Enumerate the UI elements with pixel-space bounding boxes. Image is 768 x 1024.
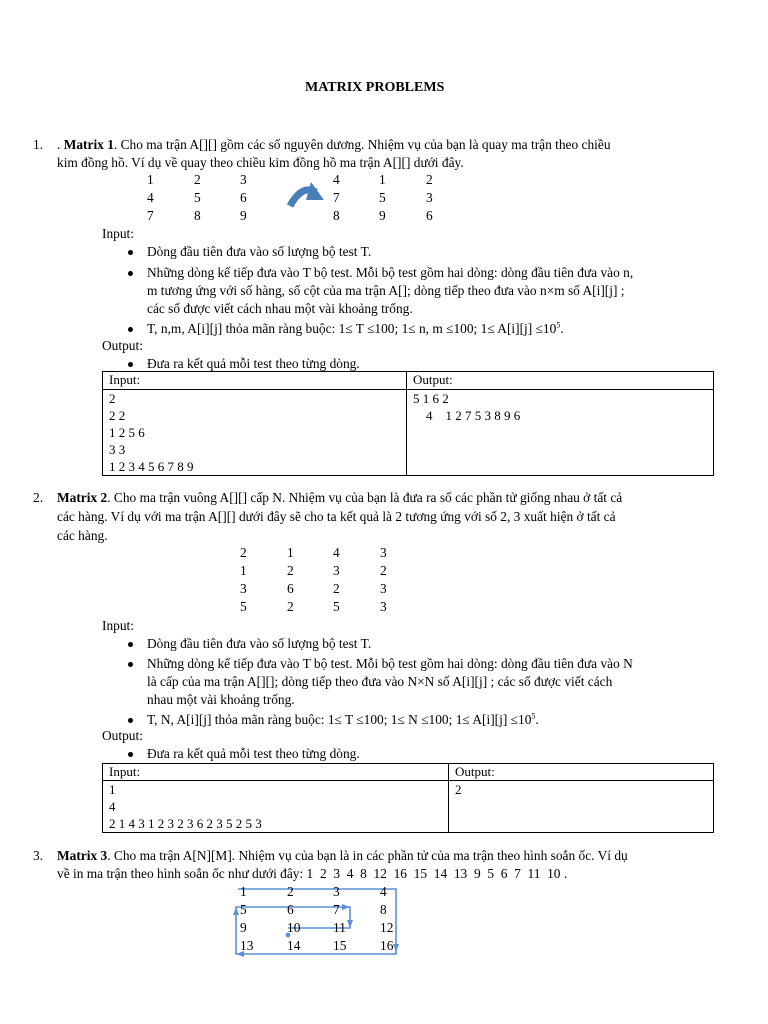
p2-table-input-head: Input: bbox=[103, 764, 449, 781]
p1-bullet-3-sup: 5 bbox=[556, 320, 561, 330]
matrix-cell: 1 bbox=[240, 563, 247, 578]
p1-bullet-1: Dòng đầu tiên đưa vào số lượng bộ test T. bbox=[147, 244, 372, 259]
p2-bullet-2b: là cấp của ma trận A[][]; dòng tiếp theo đưa vào N×N số A[i][j] ; các số được viết cách bbox=[147, 674, 613, 689]
p2-table-input bbox=[103, 781, 449, 833]
p2-line3: các hàng. bbox=[57, 528, 108, 543]
p2-line2: các hàng. Ví dụ với ma trận A[][] dưới đây sẽ cho ta kết quả là 2 tương ứng với số 2, 3 xuất hiện ở tất cả bbox=[57, 509, 616, 524]
matrix-cell: 8 bbox=[380, 902, 387, 917]
p2-bullet-1: Dòng đầu tiên đưa vào số lượng bộ test T. bbox=[147, 636, 372, 651]
p2-bullet-3-end: . bbox=[535, 712, 539, 727]
p2-bullet-4: Đưa ra kết quả mỗi test theo từng dòng. bbox=[147, 746, 360, 761]
matrix-cell: 4 bbox=[147, 190, 154, 205]
matrix-cell: 14 bbox=[287, 938, 301, 953]
matrix-cell: 8 bbox=[194, 208, 201, 223]
rotate-arrow-icon bbox=[286, 178, 326, 212]
matrix-cell: 5 bbox=[240, 902, 247, 917]
p3-line1 bbox=[57, 848, 628, 864]
matrix-cell: 13 bbox=[240, 938, 254, 953]
p1-bullet-2b: m tương ứng với số hàng, số cột của ma trận A[]; dòng tiếp theo đưa vào n×m số A[i][j] ; bbox=[147, 283, 625, 298]
p2-table-output bbox=[449, 781, 714, 833]
p1-table-output bbox=[407, 390, 714, 476]
p1-bullet-3 bbox=[147, 321, 564, 337]
matrix-cell: 2 bbox=[287, 599, 294, 614]
matrix-cell: 2 bbox=[194, 172, 201, 187]
bullet-dot bbox=[128, 362, 133, 367]
matrix-cell: 4 bbox=[380, 884, 387, 899]
p1-name: Matrix 1 bbox=[63, 137, 114, 152]
p3-number: 3. bbox=[33, 848, 44, 863]
p1-input-label: Input: bbox=[102, 226, 134, 241]
matrix-cell: 1 bbox=[287, 545, 294, 560]
p1-bullet-3-text: T, n,m, A[i][j] thỏa mãn ràng buộc: 1≤ T ≤100; 1≤ n, m ≤100; 1≤ A[i][j] ≤10 bbox=[147, 321, 557, 336]
matrix-cell: 6 bbox=[287, 581, 294, 596]
matrix-cell: 3 bbox=[380, 599, 387, 614]
matrix-cell: 10 bbox=[287, 920, 301, 935]
p2-table-output-head: Output: bbox=[449, 764, 714, 781]
matrix-cell: 2 bbox=[333, 581, 340, 596]
p2-bullet-3-text: T, N, A[i][j] thỏa mãn ràng buộc: 1≤ T ≤100; 1≤ N ≤100; 1≤ A[i][j] ≤10 bbox=[147, 712, 532, 727]
p1-table-input-head: Input: bbox=[103, 372, 407, 390]
matrix-cell: 7 bbox=[147, 208, 154, 223]
matrix-cell: 9 bbox=[240, 920, 247, 935]
matrix-cell: 9 bbox=[240, 208, 247, 223]
p2-output-label: Output: bbox=[102, 728, 143, 743]
matrix-cell: 7 bbox=[333, 902, 340, 917]
p2-line1 bbox=[57, 490, 622, 506]
matrix-cell: 11 bbox=[333, 920, 346, 935]
matrix-cell: 3 bbox=[240, 581, 247, 596]
matrix-cell: 3 bbox=[333, 563, 340, 578]
table-line: 4 1 2 7 5 3 8 9 6 bbox=[413, 408, 521, 423]
p1-table-output-head: Output: bbox=[407, 372, 714, 390]
matrix-cell: 5 bbox=[194, 190, 201, 205]
p2-input-label: Input: bbox=[102, 618, 134, 633]
table-line: 1 bbox=[109, 782, 116, 797]
table-line: 4 bbox=[109, 799, 116, 814]
p2-bullet-2a: Những dòng kế tiếp đưa vào T bộ test. Mỗi bộ test gồm hai dòng: dòng đầu tiên đưa vào N bbox=[147, 656, 633, 671]
matrix-cell: 2 bbox=[426, 172, 433, 187]
matrix-cell: 5 bbox=[240, 599, 247, 614]
table-line: 3 3 bbox=[109, 442, 126, 457]
matrix-cell: 8 bbox=[333, 208, 340, 223]
bullet-dot bbox=[128, 718, 133, 723]
bullet-dot bbox=[128, 271, 133, 276]
p1-line1-rest: . Cho ma trận A[][] gồm các số nguyên dương. Nhiệm vụ của bạn là quay ma trận theo chiều bbox=[113, 137, 611, 152]
matrix-cell: 1 bbox=[379, 172, 386, 187]
p1-bullet-2a: Những dòng kế tiếp đưa vào T bộ test. Mỗi bộ test gồm hai dòng: dòng đầu tiên đưa vào n, bbox=[147, 265, 634, 280]
matrix-cell: 3 bbox=[240, 172, 247, 187]
p2-name: Matrix 2 bbox=[57, 490, 108, 505]
table-line: 5 1 6 2 bbox=[413, 391, 449, 406]
matrix-cell: 6 bbox=[287, 902, 294, 917]
bullet-dot bbox=[128, 250, 133, 255]
matrix-cell: 2 bbox=[380, 563, 387, 578]
table-line: 1 2 5 6 bbox=[109, 425, 145, 440]
p1-output-label: Output: bbox=[102, 338, 143, 353]
matrix-cell: 5 bbox=[379, 190, 386, 205]
matrix-cell: 2 bbox=[240, 545, 247, 560]
matrix-cell: 6 bbox=[240, 190, 247, 205]
page-title: MATRIX PROBLEMS bbox=[305, 80, 445, 95]
matrix-cell: 1 bbox=[147, 172, 154, 187]
p2-number: 2. bbox=[33, 490, 44, 505]
p1-number: 1. bbox=[33, 137, 44, 152]
table-line: 1 2 3 4 5 6 7 8 9 bbox=[109, 459, 194, 474]
p2-io-table bbox=[102, 763, 714, 833]
matrix-cell: 12 bbox=[380, 920, 394, 935]
p1-bullet-4: Đưa ra kết quả mỗi test theo từng dòng. bbox=[147, 356, 360, 371]
bullet-dot bbox=[128, 642, 133, 647]
p2-bullet-3 bbox=[147, 712, 539, 728]
matrix-cell: 6 bbox=[426, 208, 433, 223]
p1-prefix: . bbox=[57, 137, 64, 152]
matrix-cell: 7 bbox=[333, 190, 340, 205]
p1-bullet-2c: các số được viết cách nhau một vài khoảng trống. bbox=[147, 301, 413, 316]
matrix-cell: 3 bbox=[380, 581, 387, 596]
matrix-cell: 2 bbox=[287, 563, 294, 578]
bullet-dot bbox=[128, 752, 133, 757]
p1-bullet-3-end: . bbox=[560, 321, 564, 336]
matrix-cell: 2 bbox=[287, 884, 294, 899]
p3-line1-rest: . Cho ma trận A[N][M]. Nhiệm vụ của bạn là in các phần tử của ma trận theo hình soắn ốc. Ví dụ bbox=[107, 848, 628, 863]
matrix-cell: 3 bbox=[380, 545, 387, 560]
table-line: 2 bbox=[109, 391, 116, 406]
p3-line2: về in ma trận theo hình soắn ốc như dưới đây: 1 2 3 4 8 12 16 15 14 13 9 5 6 7 11 10 . bbox=[57, 866, 568, 881]
bullet-dot bbox=[128, 662, 133, 667]
matrix-cell: 15 bbox=[333, 938, 347, 953]
table-line: 2 1 4 3 1 2 3 2 3 6 2 3 5 2 5 3 bbox=[109, 816, 262, 831]
table-line: 2 bbox=[455, 782, 462, 797]
p1-line2: kim đồng hồ. Ví dụ về quay theo chiều kim đồng hồ ma trận A[][] dưới đây. bbox=[57, 155, 464, 170]
bullet-dot bbox=[128, 327, 133, 332]
p1-table-input bbox=[103, 390, 407, 476]
matrix-cell: 9 bbox=[379, 208, 386, 223]
matrix-cell: 1 bbox=[240, 884, 247, 899]
p1-line1 bbox=[57, 137, 611, 153]
p2-bullet-2c: nhau một vài khoảng trống. bbox=[147, 692, 295, 707]
table-line: 2 2 bbox=[109, 408, 126, 423]
matrix-cell: 3 bbox=[333, 884, 340, 899]
p2-bullet-3-sup: 5 bbox=[531, 711, 536, 721]
matrix-cell: 3 bbox=[426, 190, 433, 205]
p2-line1-rest: . Cho ma trận vuông A[][] cấp N. Nhiệm vụ của bạn là đưa ra số các phần tử giống nhau ở tất cả bbox=[107, 490, 623, 505]
matrix-cell: 16 bbox=[380, 938, 394, 953]
matrix-cell: 4 bbox=[333, 172, 340, 187]
matrix-cell: 4 bbox=[333, 545, 340, 560]
p3-name: Matrix 3 bbox=[57, 848, 108, 863]
matrix-cell: 5 bbox=[333, 599, 340, 614]
p1-io-table bbox=[102, 371, 714, 476]
